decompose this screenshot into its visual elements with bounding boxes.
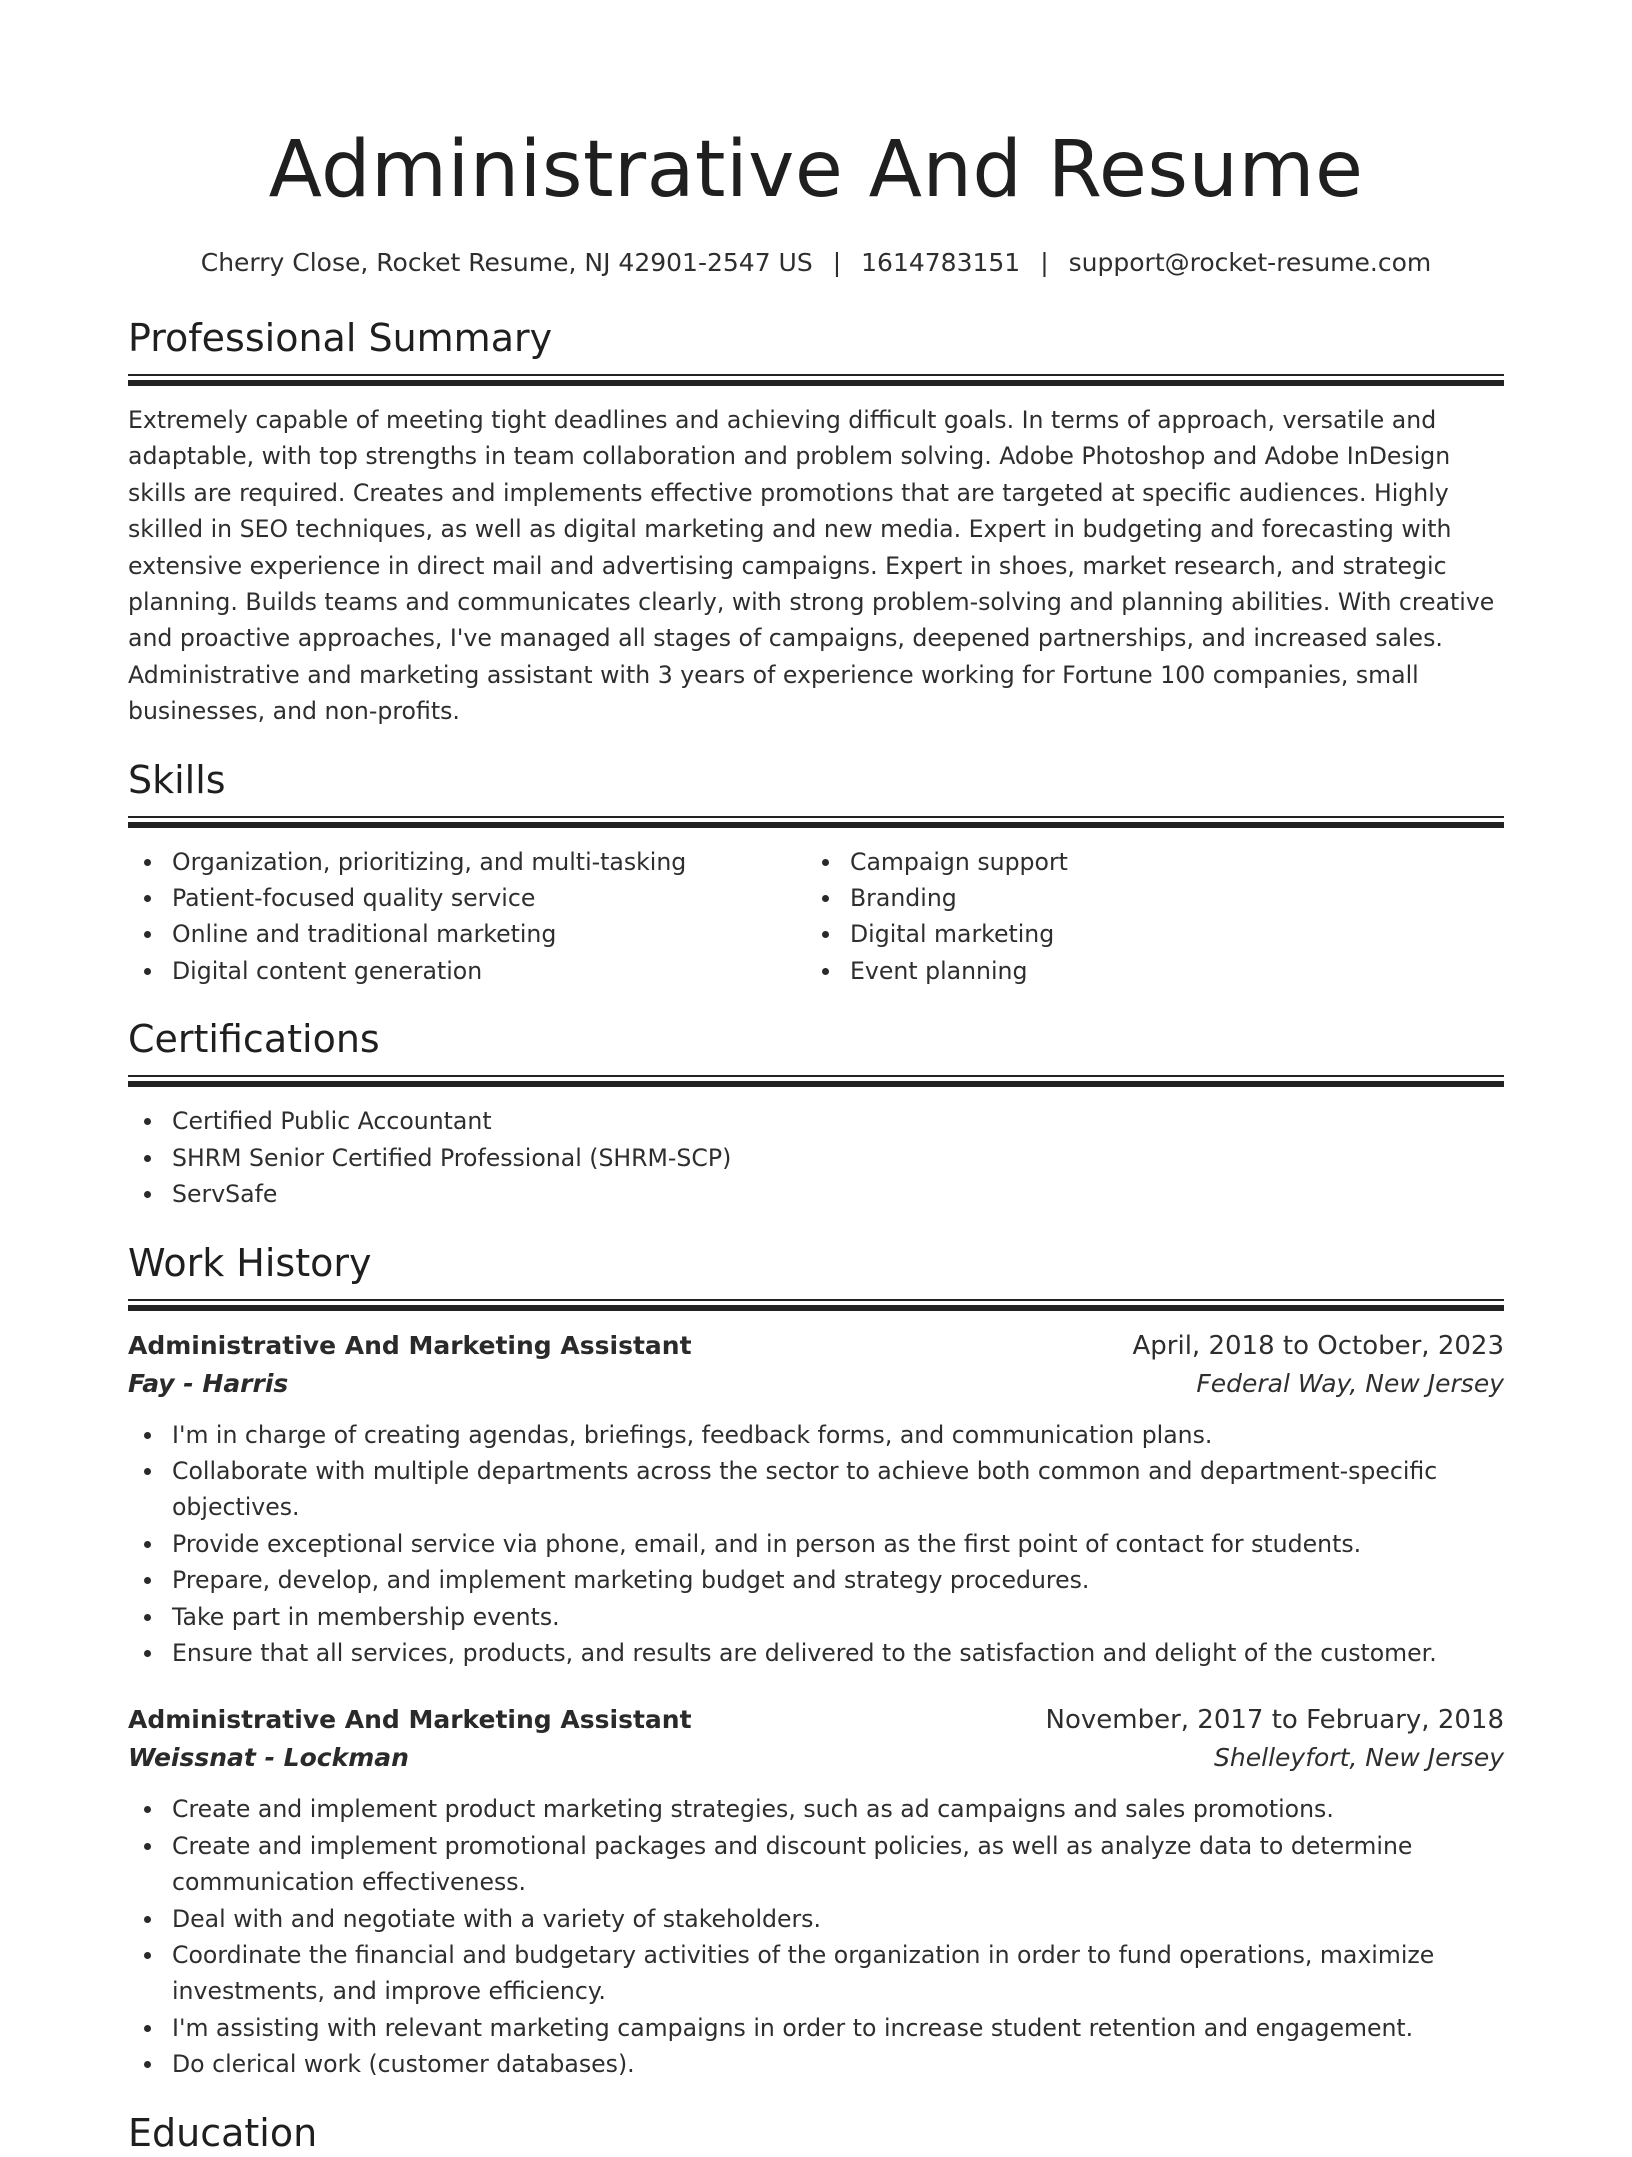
job-subheader bbox=[128, 1365, 1504, 1403]
resume-page bbox=[128, 0, 1504, 2157]
job-company: Weissnat - Lockman bbox=[128, 1743, 409, 1773]
certification-item: Certified Public Accountant bbox=[128, 1103, 1504, 1139]
section-title-work-history: Work History bbox=[128, 1240, 372, 1285]
contact-separator: | bbox=[832, 248, 842, 277]
job-title: Administrative And Marketing Assistant bbox=[128, 1705, 692, 1735]
job-location: Federal Way, New Jersey bbox=[1196, 1368, 1504, 1398]
job-bullet: Ensure that all services, products, and results are delivered to the satisfaction and delight of the customer. bbox=[128, 1635, 1504, 1671]
job-bullet: Take part in membership events. bbox=[128, 1599, 1504, 1635]
section-divider bbox=[128, 1075, 1504, 1087]
section-divider bbox=[128, 816, 1504, 828]
certifications-list bbox=[128, 1103, 1504, 1212]
job-bullet: Prepare, develop, and implement marketing budget and strategy procedures. bbox=[128, 1562, 1504, 1598]
job-bullet: Create and implement product marketing strategies, such as ad campaigns and sales promotions. bbox=[128, 1791, 1504, 1827]
job-bullet: Do clerical work (customer databases). bbox=[128, 2046, 1504, 2082]
job-header bbox=[128, 1327, 1504, 1365]
skill-item: Campaign support bbox=[806, 844, 1484, 880]
section-title-skills: Skills bbox=[128, 757, 226, 802]
job-subheader bbox=[128, 1739, 1504, 1777]
job-dates: November, 2017 to February, 2018 bbox=[1045, 1705, 1504, 1736]
skill-item: Digital content generation bbox=[128, 953, 806, 989]
skills-column-left bbox=[128, 844, 806, 990]
certifications-section bbox=[128, 1015, 1504, 1212]
job-bullet: Provide exceptional service via phone, email, and in person as the first point of contact for students. bbox=[128, 1526, 1504, 1562]
skill-item: Patient-focused quality service bbox=[128, 880, 806, 916]
contact-address: Cherry Close, Rocket Resume, NJ 42901-2547 US bbox=[200, 248, 813, 277]
section-divider bbox=[128, 1299, 1504, 1311]
certification-item: ServSafe bbox=[128, 1176, 1504, 1212]
skill-item: Organization, prioritizing, and multi-tasking bbox=[128, 844, 806, 880]
job-bullet: Create and implement promotional packages and discount policies, as well as analyze data to determine communication effectiveness. bbox=[128, 1828, 1504, 1901]
job-bullets bbox=[128, 1417, 1504, 1672]
skill-item: Event planning bbox=[806, 953, 1484, 989]
skills-section bbox=[128, 756, 1504, 990]
summary-text: Extremely capable of meeting tight deadlines and achieving difficult goals. In terms of approach, versatile and adaptable, with top strengths in team collaboration and problem solving. Adobe Photoshop and Adobe InDesign skills are required. Creates and implements effective promotions that are targeted at specific audiences. Highly skilled in SEO techniques, as well as digital marketing and new media. Expert in budgeting and forecasting with extensive experience in direct mail and advertising campaigns. Expert in shoes, market research, and strategic planning. Builds teams and communicates clearly, with strong problem-solving and planning abilities. With creative and proactive approaches, I've managed all stages of campaigns, deepened partnerships, and increased sales. Administrative and marketing assistant with 3 years of experience working for Fortune 100 companies, small businesses, and non-profits. bbox=[128, 406, 1495, 726]
section-title-summary: Professional Summary bbox=[128, 316, 553, 360]
job-entry bbox=[128, 1701, 1504, 2082]
contact-phone: 1614783151 bbox=[861, 248, 1021, 277]
job-header bbox=[128, 1701, 1504, 1739]
skills-column-right bbox=[806, 844, 1484, 990]
skill-item: Branding bbox=[806, 880, 1484, 916]
job-bullet: I'm assisting with relevant marketing campaigns in order to increase student retention and engagement. bbox=[128, 2010, 1504, 2046]
contact-line bbox=[128, 246, 1504, 280]
contact-email: support@rocket-resume.com bbox=[1068, 248, 1432, 277]
certification-item: SHRM Senior Certified Professional (SHRM-SCP) bbox=[128, 1140, 1504, 1176]
job-location: Shelleyfort, New Jersey bbox=[1214, 1743, 1504, 1773]
job-company: Fay - Harris bbox=[128, 1368, 289, 1398]
section-divider bbox=[128, 374, 1504, 386]
skills-list bbox=[128, 844, 1504, 990]
job-title: Administrative And Marketing Assistant bbox=[128, 1330, 692, 1360]
section-title-education: Education bbox=[128, 2110, 318, 2155]
job-bullet: Collaborate with multiple departments across the sector to achieve both common and department-specific objectives. bbox=[128, 1453, 1504, 1526]
job-dates: April, 2018 to October, 2023 bbox=[1132, 1330, 1504, 1361]
job-bullet: Coordinate the financial and budgetary activities of the organization in order to fund operations, maximize investments, and improve efficiency. bbox=[128, 1937, 1504, 2010]
job-bullet: Deal with and negotiate with a variety of stakeholders. bbox=[128, 1901, 1504, 1937]
contact-separator: | bbox=[1040, 248, 1049, 277]
resume-name: Administrative And Resume bbox=[268, 125, 1364, 215]
job-entry bbox=[128, 1327, 1504, 1672]
education-section bbox=[128, 2109, 1504, 2157]
work-history-section bbox=[128, 1239, 1504, 2083]
skill-item: Digital marketing bbox=[806, 916, 1484, 952]
skill-item: Online and traditional marketing bbox=[128, 916, 806, 952]
job-bullet: I'm in charge of creating agendas, briefings, feedback forms, and communication plans. bbox=[128, 1417, 1504, 1453]
section-title-certifications: Certifications bbox=[128, 1017, 380, 1062]
summary-section bbox=[128, 314, 1504, 730]
job-bullets bbox=[128, 1791, 1504, 2082]
